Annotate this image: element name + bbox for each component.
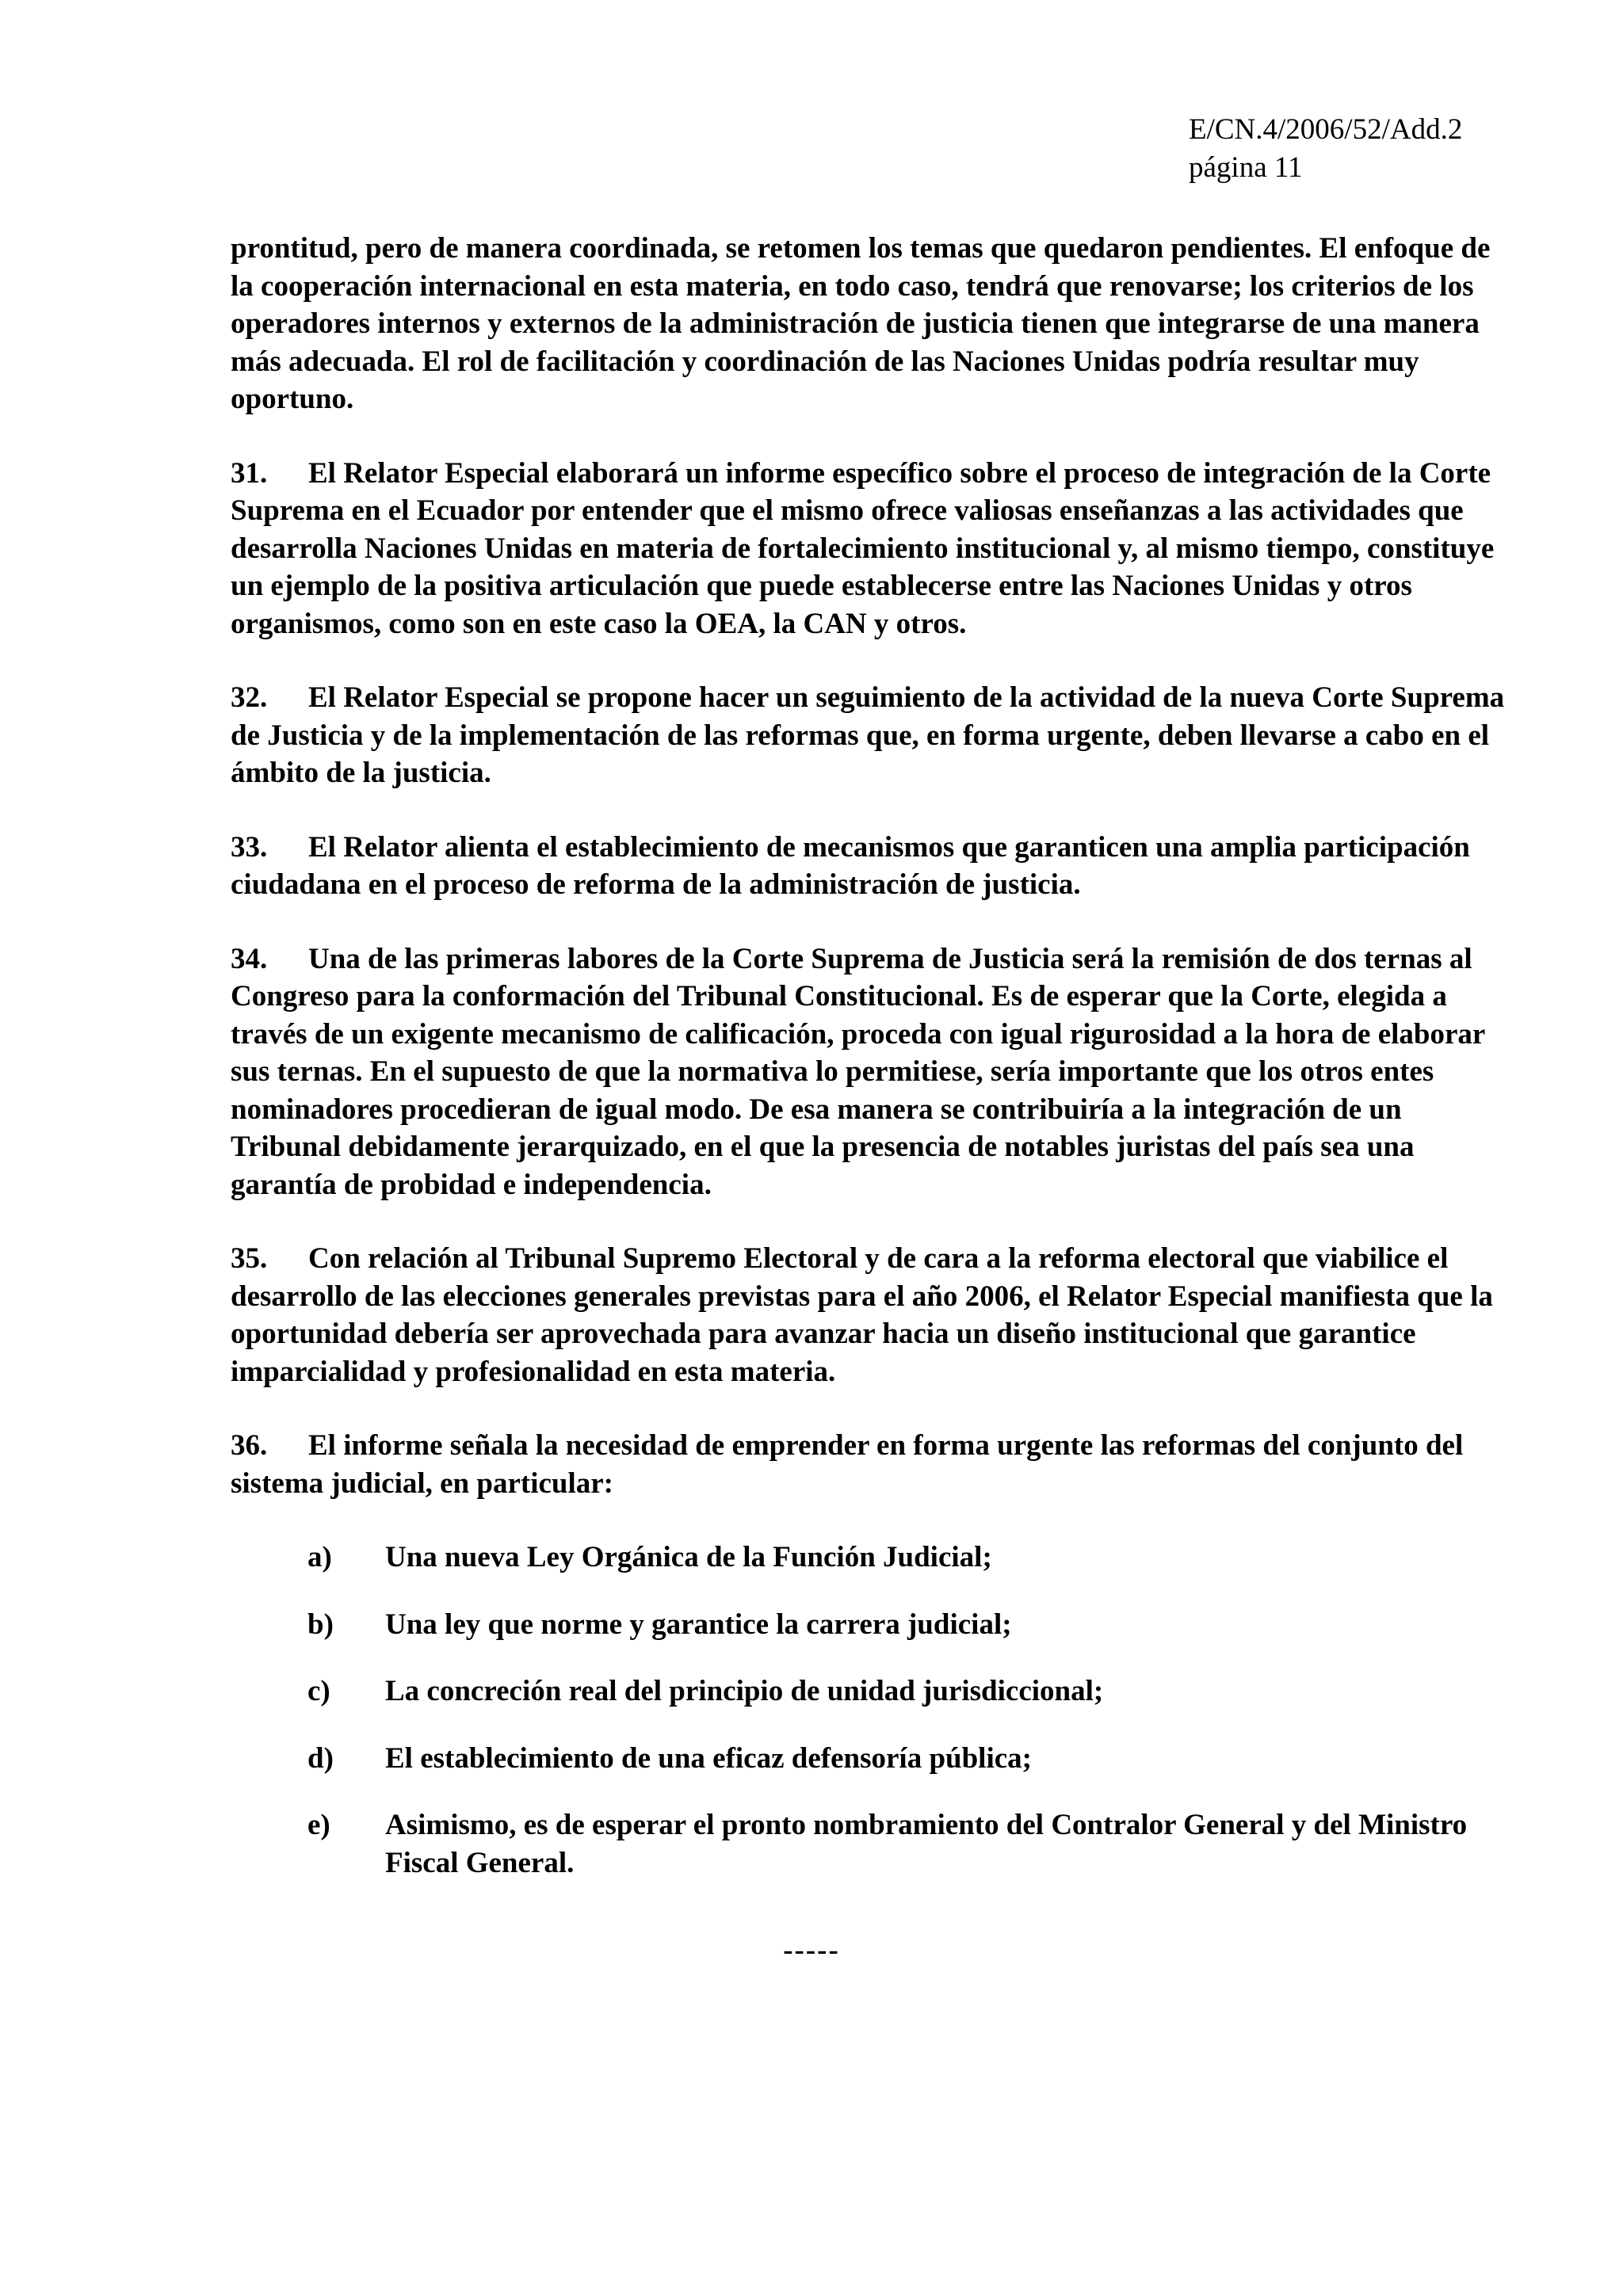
paragraph-32: [231, 679, 1514, 792]
list-marker: d): [307, 1741, 334, 1775]
reform-list: [231, 1539, 1514, 1882]
list-item-text: Una nueva Ley Orgánica de la Función Judicial;: [385, 1541, 992, 1573]
list-item: [231, 1606, 1514, 1644]
paragraph-text: El informe señala la necesidad de emprender en forma urgente las reformas del conjunto del sistema judicial, en particular:: [231, 1429, 1464, 1500]
paragraph-33: [231, 829, 1514, 904]
end-of-document-separator: -----: [783, 1934, 840, 1966]
paragraph-34: [231, 940, 1514, 1204]
paragraph-continuation: [231, 230, 1514, 418]
paragraph-36: [231, 1427, 1514, 1502]
paragraph-35: [231, 1240, 1514, 1390]
paragraph-text: Una de las primeras labores de la Corte Suprema de Justicia será la remisión de dos ternas al Congreso para la conformación del Tribunal Constitucional. Es de esperar que la Corte, elegida a través de un exigente mecanismo de calificación, proceda con igual rigurosidad a la hora de elaborar sus ternas. En el supuesto de que la normativa lo permitiese, sería importante que los otros entes nominadores procedieran de igual modo. De esa manera se contribuiría a la integración de un Tribunal debidamente jerarquizado, en el que la presencia de notables juristas del país sea una garantía de probidad e independencia.: [231, 942, 1485, 1201]
list-item-text: Una ley que norme y garantice la carrera judicial;: [385, 1608, 1012, 1641]
list-item-text: El establecimiento de una eficaz defensoría pública;: [385, 1741, 1032, 1775]
list-item-text: Asimismo, es de esperar el pronto nombramiento del Contralor General y del Ministro Fiscal General.: [385, 1809, 1468, 1879]
paragraph-number: 35.: [231, 1242, 268, 1275]
paragraph-text: El Relator alienta el establecimiento de mecanismos que garanticen una amplia participación ciudadana en el proceso de reforma de la administración de justicia.: [231, 830, 1470, 901]
paragraph-number: 34.: [231, 942, 268, 975]
list-marker: c): [307, 1675, 330, 1707]
paragraph-31: [231, 455, 1514, 643]
list-marker: a): [307, 1541, 332, 1573]
paragraph-number: 33.: [231, 830, 268, 864]
list-item-text: La concreción real del principio de unidad jurisdiccional;: [385, 1675, 1104, 1707]
list-item: [231, 1806, 1514, 1882]
paragraph-text: El Relator Especial se propone hacer un seguimiento de la actividad de la nueva Corte Suprema de Justicia y de la implementación de las reformas que, en forma urgente, deben llevarse a cabo en el ámbito de la justicia.: [231, 681, 1505, 789]
document-header: [1189, 111, 1462, 187]
paragraph-number: 36.: [231, 1429, 268, 1462]
list-marker: b): [307, 1608, 334, 1641]
paragraph-number: 31.: [231, 456, 268, 490]
list-marker: e): [307, 1809, 330, 1841]
list-item: [231, 1740, 1514, 1778]
paragraph-text: El Relator Especial elaborará un informe específico sobre el proceso de integración de la Corte Suprema en el Ecuador por entender que el mismo ofrece valiosas enseñanzas a las actividades que desarrolla Naciones Unidas en materia de fortalecimiento institucional y, al mismo tiempo, constituye un ejemplo de la positiva articulación que puede establecerse entre las Naciones Unidas y otros organismos, como son en este caso la OEA, la CAN y otros.: [231, 456, 1495, 640]
document-body: [231, 230, 1514, 1911]
paragraph-number: 32.: [231, 681, 268, 714]
page-number: página 11: [1189, 151, 1303, 184]
list-item: [231, 1539, 1514, 1577]
paragraph-text: Con relación al Tribunal Supremo Electoral y de cara a la reforma electoral que viabilice el desarrollo de las elecciones generales previstas para el año 2006, el Relator Especial manifiesta que la oportunidad debería ser aprovechada para avanzar hacia un diseño institucional que garantice imparcialidad y profesionalidad en esta materia.: [231, 1242, 1493, 1388]
document-symbol: E/CN.4/2006/52/Add.2: [1189, 113, 1463, 146]
list-item: [231, 1672, 1514, 1711]
paragraph-text: prontitud, pero de manera coordinada, se retomen los temas que quedaron pendientes. El enfoque de la cooperación internacional en esta materia, en todo caso, tendrá que renovarse; los criterios de los operadores internos y externos de la administración de justicia tienen que integrarse de una manera más adecuada. El rol de facilitación y coordinación de las Naciones Unidas podría resultar muy oportuno.: [231, 232, 1491, 415]
